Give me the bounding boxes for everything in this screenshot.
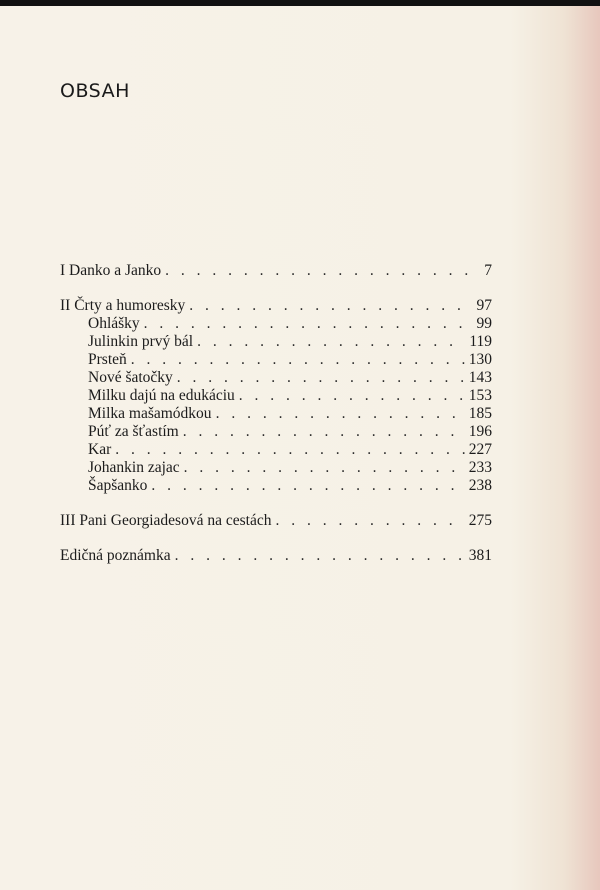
toc-entry-title: Milku dajú na edukáciu: [88, 387, 235, 404]
toc-subentry: [60, 423, 492, 441]
dot-leader: [177, 369, 465, 387]
toc-subentry: [60, 369, 492, 387]
toc-subentry: [60, 405, 492, 423]
toc-entry-page: 119: [469, 333, 492, 350]
toc-entry-page: 275: [468, 512, 492, 529]
toc-entry-title: I Danko a Janko: [60, 262, 162, 279]
dot-leader: [275, 512, 464, 530]
toc-entry-section-3: [60, 512, 492, 530]
toc-subentry: [60, 315, 492, 333]
toc-entry-title: Ohlášky: [88, 315, 140, 332]
toc-entry-page: 97: [476, 297, 492, 314]
toc-entry-page: 196: [468, 423, 492, 440]
toc-entry-page: 153: [468, 387, 492, 404]
dot-leader: [197, 333, 465, 351]
toc-entry-title: Julinkin prvý bál: [88, 333, 194, 350]
page-top-edge: [0, 0, 600, 6]
toc-entry-section-1: [60, 262, 492, 280]
toc-entry-title: Prsteň: [88, 351, 127, 368]
dot-leader: [175, 547, 465, 565]
toc-entry-title: Šapšanko: [88, 477, 148, 494]
toc-entry-title: Púť za šťastím: [88, 423, 179, 440]
dot-leader: [165, 262, 470, 280]
toc-entry-title: Nové šatočky: [88, 369, 173, 386]
dot-leader: [183, 423, 465, 441]
dot-leader: [131, 351, 465, 369]
toc-entry-editorial-note: [60, 547, 492, 565]
dot-leader: [189, 297, 470, 315]
dot-leader: [144, 315, 470, 333]
toc-subentry: [60, 477, 492, 495]
toc-entry-page: 185: [468, 405, 492, 422]
toc-entry-section-2: [60, 297, 492, 315]
toc-entry-page: 381: [468, 547, 492, 564]
toc-subentry: [60, 351, 492, 369]
dot-leader: [239, 387, 465, 405]
toc-entry-title: Johankin zajac: [88, 459, 180, 476]
toc-entry-title: Milka mašamódkou: [88, 405, 212, 422]
toc-entry-title: Edičná poznámka: [60, 547, 171, 564]
dot-leader: [184, 459, 465, 477]
toc-entry-title: II Črty a humoresky: [60, 297, 186, 314]
toc-subentry: [60, 441, 492, 459]
toc-entry-page: 99: [476, 315, 492, 332]
toc-entry-title: Kar: [88, 441, 112, 458]
dot-leader: [216, 405, 465, 423]
toc-entry-page: 238: [468, 477, 492, 494]
toc-subentry: [60, 333, 492, 351]
toc-subentry: [60, 387, 492, 405]
toc-entry-page: 130: [468, 351, 492, 368]
toc-entry-page: 233: [468, 459, 492, 476]
table-of-contents: [60, 262, 492, 565]
toc-entry-page: 143: [468, 369, 492, 386]
dot-leader: [151, 477, 464, 495]
dot-leader: [115, 441, 465, 459]
toc-entry-page: 227: [468, 441, 492, 458]
toc-subentry: [60, 459, 492, 477]
toc-entry-title: III Pani Georgiadesová na cestách: [60, 512, 272, 529]
page-title: OBSAH: [60, 80, 130, 102]
toc-entry-page: 7: [484, 262, 492, 279]
